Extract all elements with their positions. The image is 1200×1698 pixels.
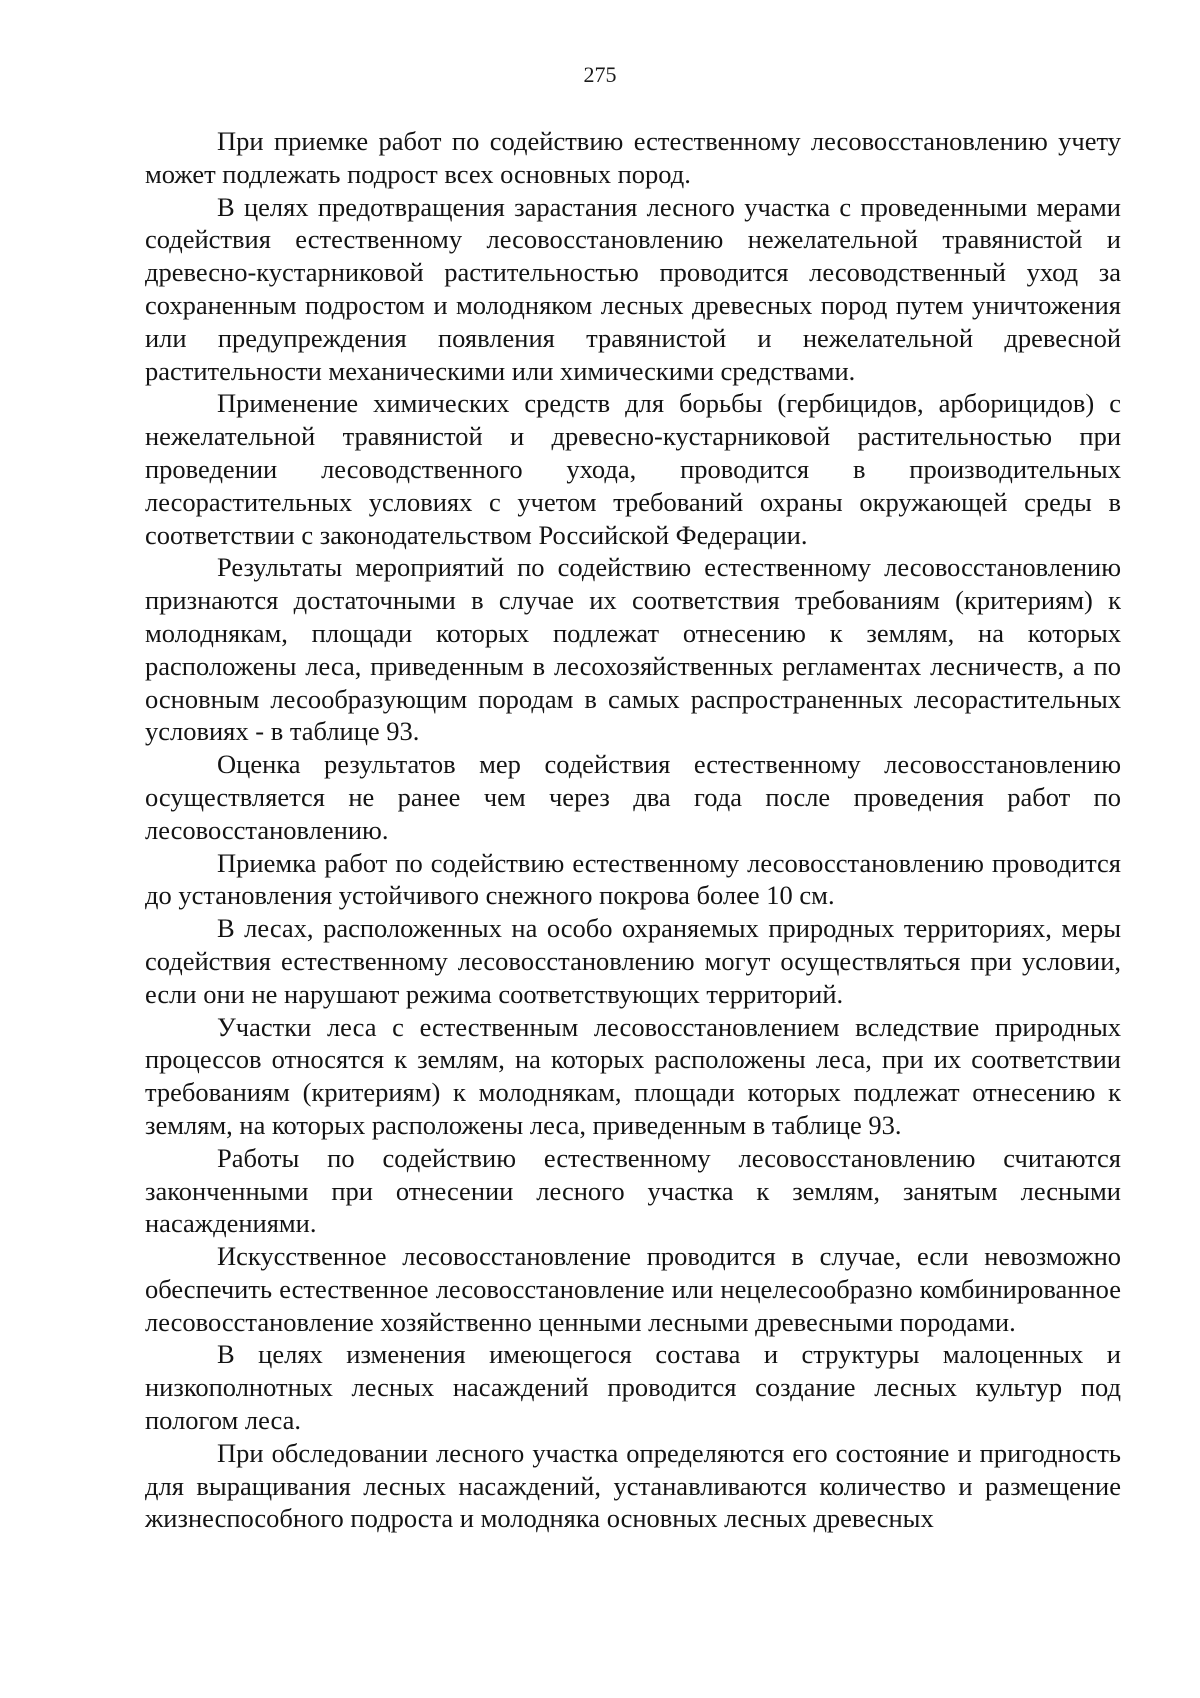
paragraph-5: Оценка результатов мер содействия естественному лесовосстановлению осуществляется не ранее чем через два года после проведения работ по лесовосстановлению.	[145, 749, 1121, 845]
paragraph-9: Работы по содействию естественному лесовосстановлению считаются законченными при отнесении лесного участка к землям, занятым лесными насаждениями.	[145, 1142, 1121, 1239]
paragraph-3: Применение химических средств для борьбы (гербицидов, арборицидов) с нежелательной травянистой и древесно-кустарниковой растительностью при проведении лесоводственного ухода, проводится в производительных лесорастительных условиях с учетом требований охраны окружающей среды в соответствии с законодательством Российской Федерации.	[145, 388, 1121, 550]
paragraph-1: При приемке работ по содействию естественному лесовосстановлению учету может подлежать подрост всех основных пород.	[145, 126, 1121, 189]
paragraph-10: Искусственное лесовосстановление проводится в случае, если невозможно обеспечить естественное лесовосстановление или нецелесообразно комбинированное лесовосстановление хозяйственно ценными лесными древесными породами.	[145, 1241, 1121, 1337]
paragraph-12: При обследовании лесного участка определяются его состояние и пригодность для выращивания лесных насаждений, устанавливаются количество и размещение жизнеспособного подроста и молодняка основных лесных древесных	[145, 1437, 1121, 1534]
paragraph-4: Результаты мероприятий по содействию естественному лесовосстановлению признаются достаточными в случае их соответствия требованиям (критериям) к молоднякам, площади которых подлежат отнесению к землям, на которых расположены леса, приведенным в лесохозяйственных регламентах лесничеств, а по основным лесообразующим породам в самых распространенных лесорастительных условиях - в таблице 93.	[145, 552, 1121, 747]
paragraph-8: Участки леса с естественным лесовосстановлением вследствие природных процессов относятся к землям, на которых расположены леса, при их соответствии требованиям (критериям) к молоднякам, площади которых подлежат отнесению к землям, на которых расположены леса, приведенным в таблице 93.	[145, 1011, 1121, 1140]
document-body	[145, 125, 1121, 1535]
paragraph-6: Приемка работ по содействию естественному лесовосстановлению проводится до установления устойчивого снежного покрова более 10 см.	[145, 847, 1121, 911]
page-number: 275	[583, 62, 617, 87]
paragraph-7: В лесах, расположенных на особо охраняемых природных территориях, меры содействия естественному лесовосстановлению могут осуществляться при условии, если они не нарушают режима соответствующих территорий.	[145, 913, 1121, 1009]
paragraph-11: В целях изменения имеющегося состава и структуры малоценных и низкополнотных лесных насаждений проводится создание лесных культур под пологом леса.	[145, 1339, 1121, 1436]
paragraph-2: В целях предотвращения зарастания лесного участка с проведенными мерами содействия естественному лесовосстановлению нежелательной травянистой и древесно-кустарниковой растительностью проводится лесоводственный уход за сохраненным подростом и молодняком лесных древесных пород путем уничтожения или предупреждения появления травянистой и нежелательной древесной растительности механическими или химическими средствами.	[145, 191, 1121, 386]
